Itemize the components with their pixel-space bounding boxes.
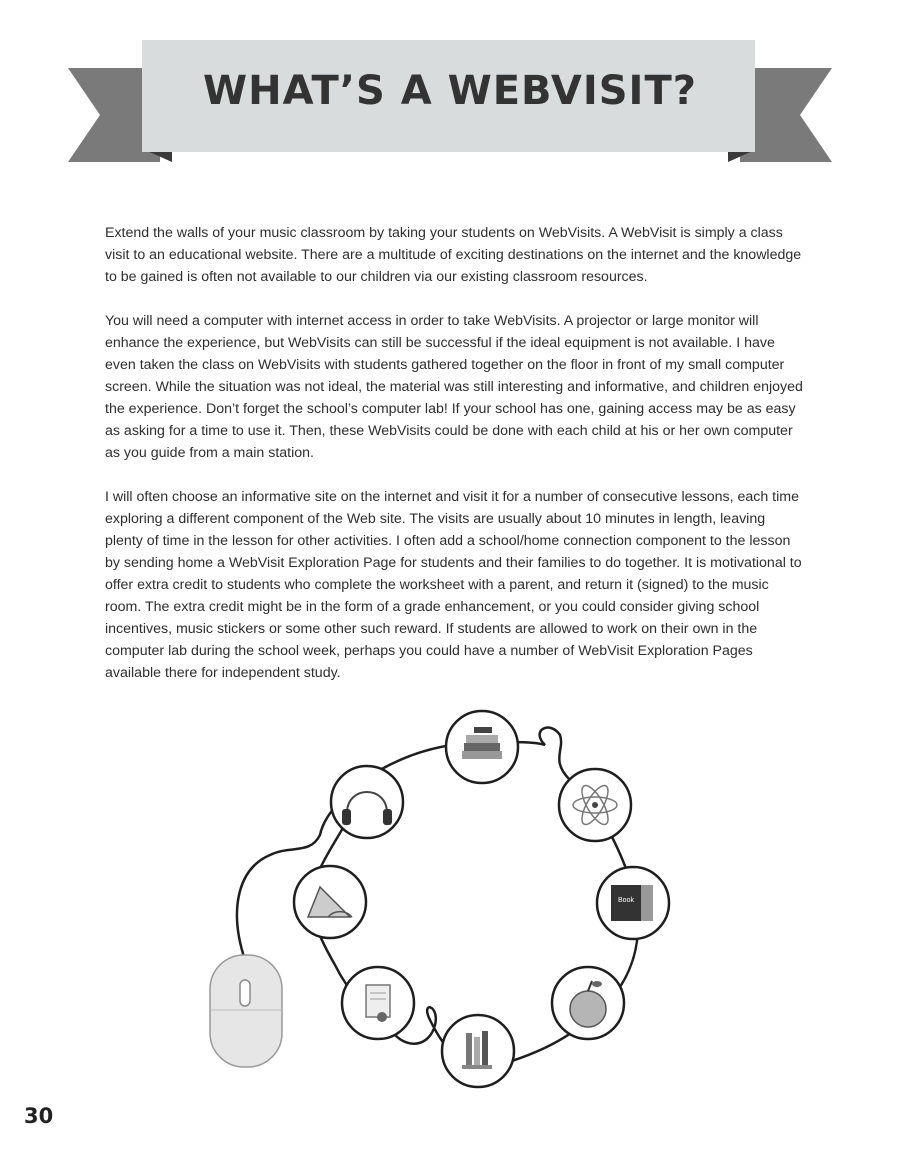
books-icon [446,711,518,783]
apple-icon [552,967,624,1039]
paragraph-3: I will often choose an informative site on the internet and visit it for a number of consecutive lessons, each time exploring a different component of the Web site. The visits are usually about 10 minutes in length, leaving plenty of time in the lesson for other activities. I often add a school/home connection component to the lesson by sending home a WebVisit Exploration Page for students and their families to do together. It is motivational to offer extra credit to students who complete the worksheet with a parent, and return it (signed) to the music room. The extra credit might be in the form of a grade enhancement, or you could consider giving school incentives, music stickers or some other such reward. If students are allowed to work on their own in the computer lab during the school week, perhaps you could have a number of WebVisit Exploration Pages available there for independent study. [105,489,802,681]
book-icon [597,867,669,939]
diploma-icon [342,967,414,1039]
article-body [105,222,805,706]
mouse-cord-illustration [200,705,700,1105]
computer-mouse [210,955,282,1067]
page-number: 30 [24,1104,54,1128]
ruler-protractor-icon [294,866,366,938]
headphones-icon [331,766,403,838]
library-books-icon [442,1015,514,1087]
page-title: WHAT’S A WEBVISIT? [203,68,697,114]
paragraph-2: You will need a computer with internet access in order to take WebVisits. A projector or large monitor will enhance the experience, but WebVisits can still be successful if the ideal equipment is not available. I have even taken the class on WebVisits with students gathered together on the floor in front of my small computer screen. While the situation was not ideal, the material was still interesting and informative, and children enjoyed the experience. Don’t forget the school’s computer lab! If your school has one, gaining access may be as easy as asking for a time to use it. Then, these WebVisits could be done with each child at his or her own computer as you guide from a main station. [105,313,803,461]
book-label: Book [618,897,634,904]
atom-icon [559,769,631,841]
paragraph-1: Extend the walls of your music classroom by taking your students on WebVisits. A WebVisit is simply a class visit to an educational website. There are a multitude of exciting destinations on the internet and the knowledge to be gained is often not available to our children via our existing classroom resources. [105,225,802,285]
title-banner [0,0,900,200]
